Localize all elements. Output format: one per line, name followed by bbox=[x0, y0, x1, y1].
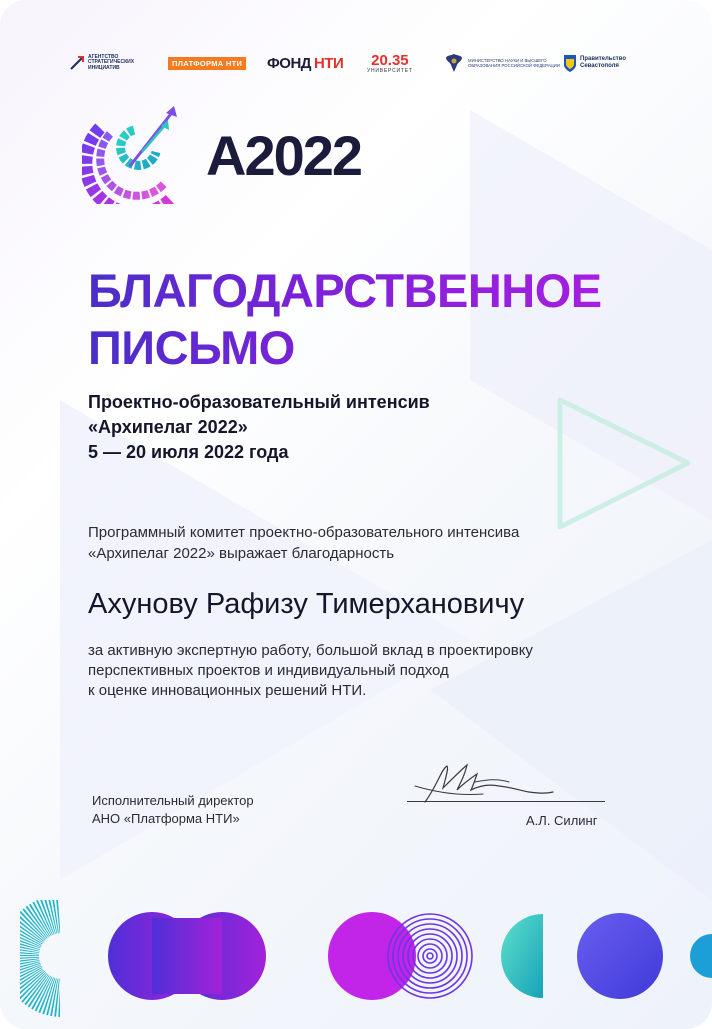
recipient-name: Ахунову Рафизу Тимерхановичу bbox=[88, 588, 525, 620]
asi-logo-text: АГЕНТСТВО СТРАТЕГИЧЕСКИХ ИНИЦИАТИВ bbox=[88, 53, 135, 71]
a2022-brand bbox=[82, 104, 382, 204]
signature-line bbox=[407, 801, 605, 802]
brand-title: A2022 bbox=[206, 124, 362, 187]
minobrnauki-logo bbox=[444, 46, 560, 80]
sevastopol-government-logo: Правительство Севастополя bbox=[564, 46, 626, 80]
edge-blue-circle bbox=[690, 934, 712, 978]
striped-half-circle bbox=[20, 914, 104, 998]
reason-text: за активную экспертную работу, большой вклад в проектировку перспективных проектов и индивидуальный подход к оценке инновационных решений НТИ. bbox=[88, 642, 533, 699]
platform-nti-logo: ПЛАТФОРМА НТИ bbox=[168, 46, 246, 80]
partner-logos bbox=[70, 46, 632, 80]
bottom-decoration bbox=[0, 900, 712, 1029]
signer-title: Исполнительный директор АНО «Платформа НТИ» bbox=[92, 793, 254, 826]
teal-half-circle bbox=[501, 914, 543, 998]
handwritten-signature bbox=[405, 756, 565, 806]
blue-circle bbox=[577, 913, 663, 999]
intro-text: Программный комитет проектно-образовательного интенсива «Архипелаг 2022» выражает благодарность bbox=[88, 524, 520, 562]
university-2035-logo: 20.35 УНИВЕРСИТЕТ bbox=[367, 51, 413, 74]
asi-arrow-icon bbox=[70, 55, 84, 71]
asi-logo bbox=[70, 46, 158, 80]
fond-nti-logo: ФОНД НТИ bbox=[267, 54, 344, 72]
minobrnauki-text: МИНИСТЕРСТВО НАУКИ И ВЫСШЕГО ОБРАЗОВАНИЯ РОССИЙСКОЙ ФЕДЕРАЦИИ bbox=[468, 58, 560, 68]
signature-name: А.Л. Силинг bbox=[526, 813, 598, 828]
sevastopol-shield-icon bbox=[564, 55, 576, 72]
archipelago-emblem-icon bbox=[82, 104, 202, 204]
coat-of-arms-icon bbox=[444, 52, 464, 74]
page-title: БЛАГОДАРСТВЕННОЕ ПИСЬМО bbox=[88, 262, 688, 376]
event-info: Проектно-образовательный интенсив «Архипелаг 2022» 5 — 20 июля 2022 года bbox=[88, 392, 430, 462]
